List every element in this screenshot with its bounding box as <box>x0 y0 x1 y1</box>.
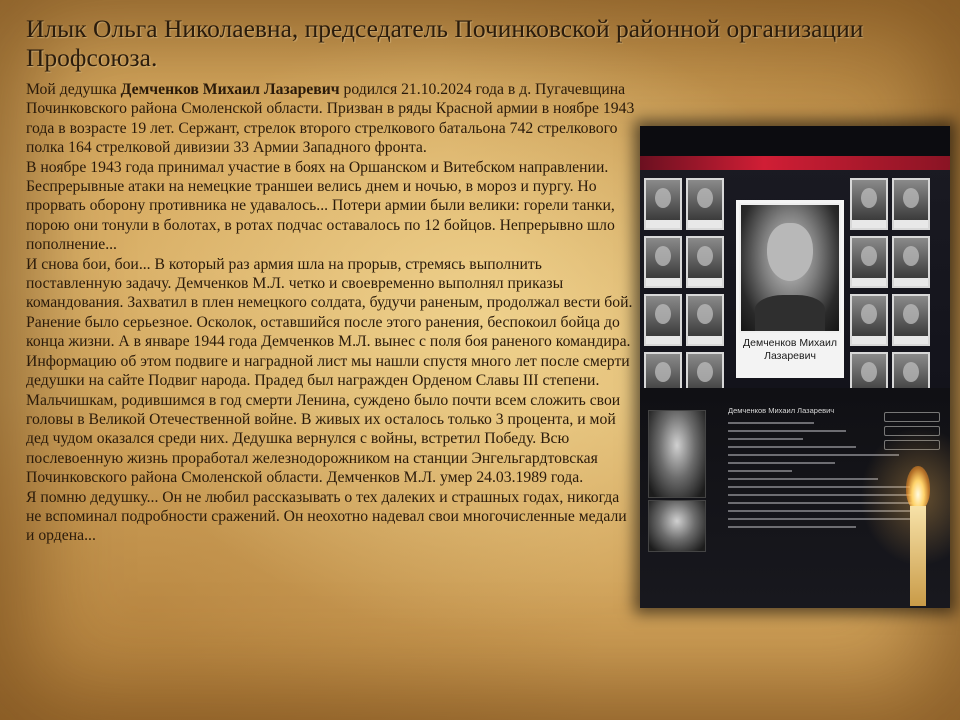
portrait-thumbnail <box>892 178 930 230</box>
portrait-thumbnail <box>686 236 724 288</box>
grandfather-name: Демченков Михаил Лазаревич <box>120 81 340 98</box>
portrait-thumbnail <box>686 178 724 230</box>
paragraph-feat: И снова бои, бои... В который раз армия шла на прорыв, стремясь выполнить поставленную задачу. Демченков М.Л. четко и своевременно выполнял приказы командования. Захватил в плен немецкого солдата, будучи раненым, продолжал вести бой. Ранение было серьезное. Осколок, оставшийся после этого ранения, беспокоил бойца до конца жизни. А в январе 1944 года Демченков М.Л. вынес с поля боя раненого командира. Информацию об этом подвиге и наградной лист мы нашли спустя много лет после смерти дедушки на сайте Подвиг народа. Прадед был награжден Орденом Славы III степени. <box>26 255 633 390</box>
candle-flame <box>906 466 930 510</box>
intro-prefix: Мой дедушка <box>26 81 121 98</box>
story-text <box>26 80 638 546</box>
paragraph-after-war: Мальчишкам, родившимся в год смерти Ленина, суждено было почти всем сложить свои головы в Великой Отечественной войне. В живых их осталось только 3 процента, и мой дед чудом оказался среди них. Дедушка вернулся с войны, встретил Победу. Всю послевоенную жизнь проработал железнодорожником на станции Энгельгардтовская Починковского района Смоленской области. Демченков М.Л. умер 24.03.1989 года. <box>26 391 621 487</box>
slide-title: Илык Ольга Николаевна, председатель Починковской районной организации Профсоюза. <box>26 14 864 72</box>
portrait-thumbnail <box>850 178 888 230</box>
screen-portrait <box>648 410 706 498</box>
screen-button <box>884 412 940 422</box>
screen-small-photo <box>648 500 706 552</box>
portrait-thumbnail <box>644 294 682 346</box>
paragraph-intro <box>26 80 638 158</box>
memorial-photo <box>640 126 950 608</box>
portrait-thumbnail <box>644 178 682 230</box>
red-band <box>640 156 950 170</box>
paragraph-battles: В ноябре 1943 года принимал участие в боях на Оршанском и Витебском направлении. Беспрерывные атаки на немецкие траншеи велись днем и ночью, в мороз и пургу. Но прорвать оборону противника не удавалось... Потери армии были велики: горели танки, порою они тонули в болотах, в ротах подчас оставалось по 12 бойцов. Непрерывно шло пополнение... <box>26 158 615 254</box>
portrait-caption <box>739 333 841 375</box>
portrait-caption-line1: Демченков Михаил <box>743 337 837 349</box>
portrait-thumbnail <box>850 236 888 288</box>
paragraph-memory: Я помню дедушку... Он не любил рассказывать о тех далеких и страшных годах, никогда не вспоминал подробности сражений. Он неохотно надевал свои многочисленные медали и ордена... <box>26 488 627 545</box>
portrait-thumbnail <box>892 294 930 346</box>
portrait-thumbnail <box>644 236 682 288</box>
screen-heading: Демченков Михаил Лазаревич <box>728 406 835 415</box>
candle <box>910 506 926 606</box>
main-portrait <box>736 200 844 378</box>
portrait-thumbnail <box>686 294 724 346</box>
portrait-thumbnail <box>892 236 930 288</box>
portrait-thumbnail <box>850 294 888 346</box>
portrait-image <box>741 205 839 331</box>
intro-suffix: родился 21.10.2024 года в д. Пугачевщина Починковского района Смоленской области. Призван в ряды Красной армии в ноябре 1943 года в возрасте 19 лет. Сержант, стрелок второго стрелкового батальона 742 стрелкового полка 164 стрелковой дивизии 33 Армии Западного фронта. <box>26 81 635 157</box>
portrait-caption-line2: Лазаревич <box>764 350 816 362</box>
